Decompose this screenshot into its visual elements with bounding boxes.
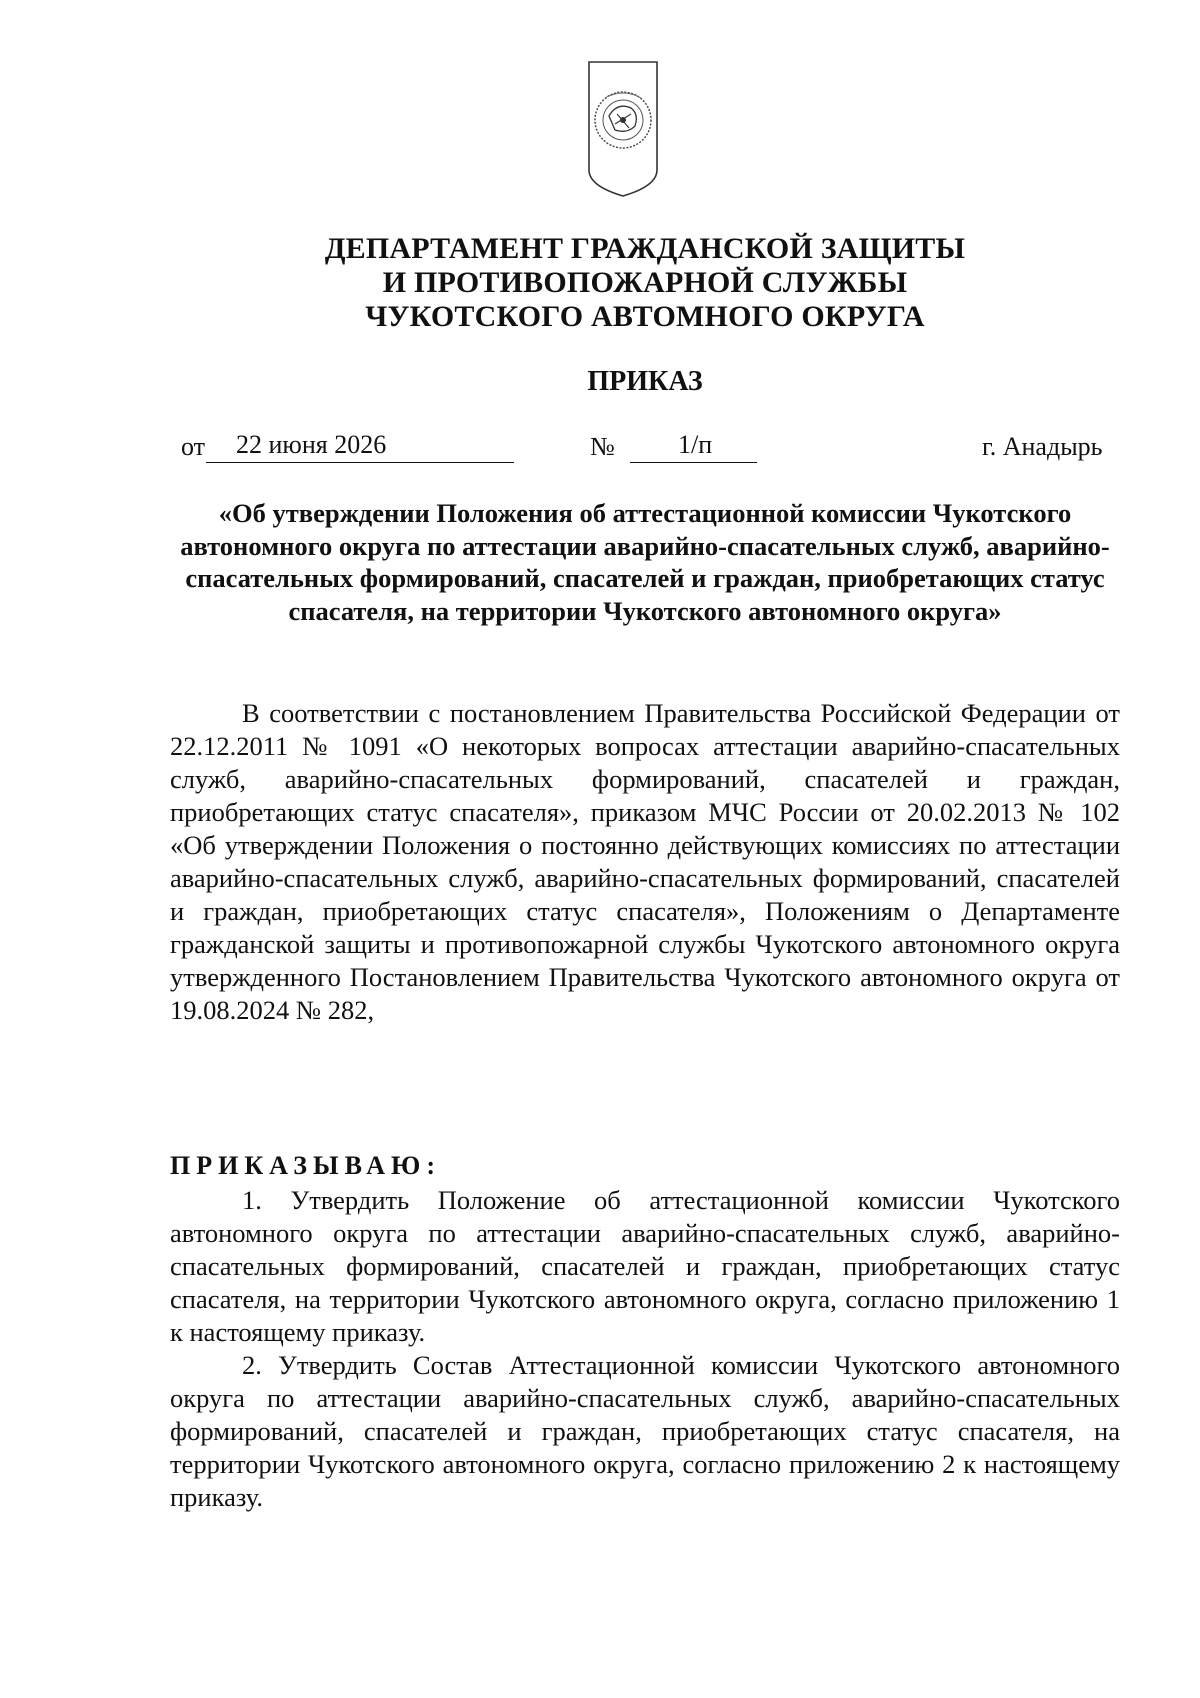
document-subject: «Об утверждении Положения об аттестационной комиссии Чукотского автономного округа по аттестации аварийно-спасательных служб, аварийно-спасательных формирований, спасателей и граждан, приобретающих статус спасателя, на территории Чукотского автономного округа» (180, 498, 1110, 626)
org-line-1: ДЕПАРТАМЕНТ ГРАЖДАНСКОЙ ЗАЩИТЫ (324, 232, 966, 265)
preamble-paragraph: В соответствии с постановлением Правительства Российской Федерации от 22.12.2011 № 1091 «О некоторых вопросах аттестации аварийно-спасательных служб, аварийно-спасательных формирований, спасателей и граждан, приобретающих статус спасателя», приказом МЧС России от 20.02.2013 № 102 «Об утверждении Положения о постоянно действующих комиссиях по аттестации аварийно-спасательных служб, аварийно-спасательных формирований, спасателей и граждан, приобретающих статус спасателя», Положениям о Департаменте гражданской защиты и противопожарной службы Чукотского автономного округа утвержденного Постановлением Правительства Чукотского автономного округа от 19.08.2024 № 282, (170, 698, 1120, 1025)
order-heading: ПРИКАЗЫВАЮ: (170, 1151, 441, 1180)
number-underline (630, 461, 757, 463)
document-date: 22 июня 2026 (236, 430, 387, 459)
date-prefix: от (181, 432, 206, 461)
document-number: 1/п (678, 430, 713, 459)
order-item-2: 2. Утвердить Состав Аттестационной комиссии Чукотского автономного округа по аттестации аварийно-спасательных служб, аварийно-спасательных формирований, спасателей и граждан, приобретающих статус спасателя, на территории Чукотского автономного округа, согласно приложению 2 к настоящему приказу. (170, 1350, 1120, 1512)
organization-name (0, 232, 1200, 334)
coat-of-arms-emblem (585, 58, 661, 200)
preamble-block (170, 697, 1120, 1027)
document-city: г. Анадырь (982, 432, 1103, 461)
document-meta (0, 430, 1200, 466)
org-line-3: ЧУКОТСКОГО АВТОМНОГО ОКРУГА (365, 300, 925, 333)
order-item-1: 1. Утвердить Положение об аттестационной комиссии Чукотского автономного округа по аттестации аварийно-спасательных служб, аварийно-спасательных формирований, спасателей и граждан, приобретающих статус спасателя, на территории Чукотского автономного округа, согласно приложению 1 к настоящему приказу. (170, 1185, 1120, 1347)
document-type: ПРИКАЗ (587, 366, 703, 397)
number-prefix: № (590, 432, 615, 461)
shield-icon (585, 58, 661, 200)
order-items (170, 1184, 1120, 1514)
date-underline (206, 461, 514, 463)
org-line-2: И ПРОТИВОПОЖАРНОЙ СЛУЖБЫ (382, 266, 908, 299)
